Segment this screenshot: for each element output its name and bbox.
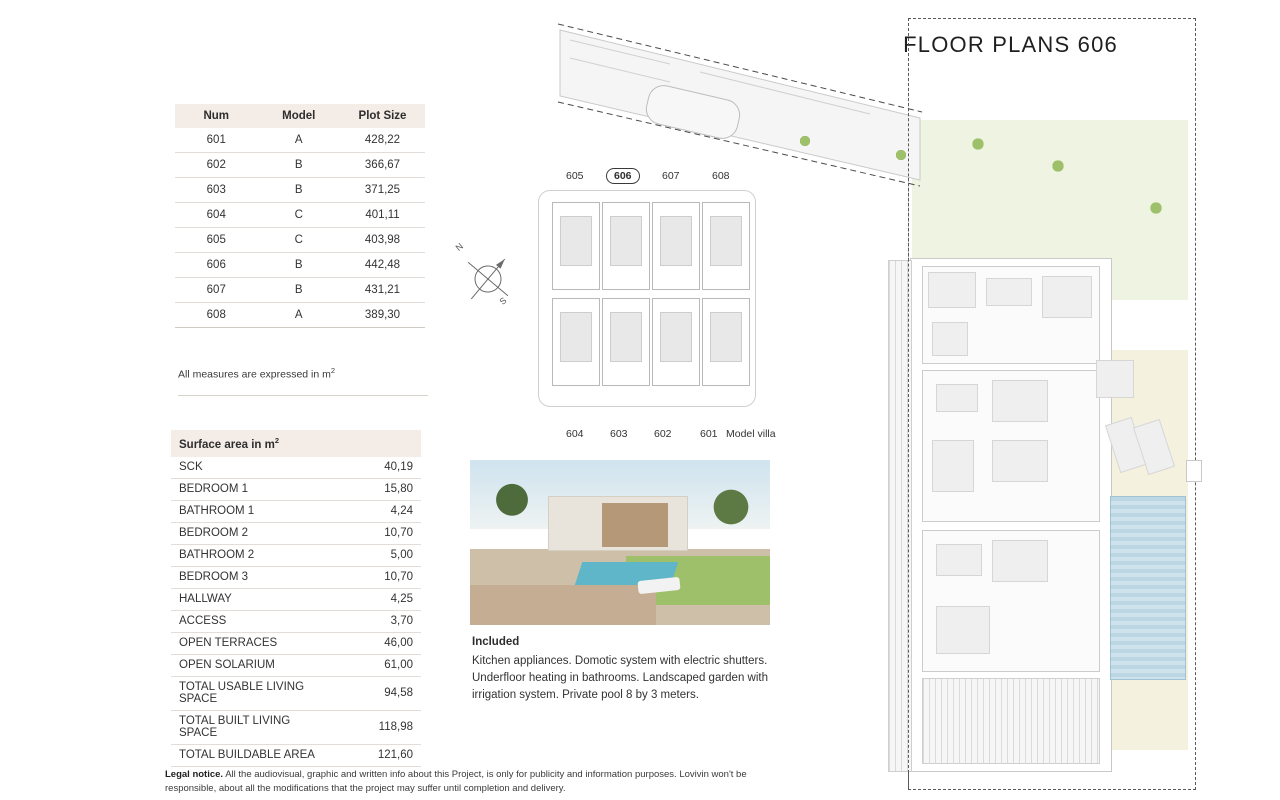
cell-num: 601 <box>175 128 258 153</box>
cell-num: 606 <box>175 253 258 278</box>
surface-label: BEDROOM 3 <box>171 566 335 588</box>
siteplan-label-603: 603 <box>610 428 628 440</box>
surface-label: SCK <box>171 457 335 479</box>
surface-value: 4,24 <box>335 500 421 522</box>
compass-south-label: S <box>497 295 509 307</box>
measures-note-text: All measures are expressed in m <box>178 368 331 381</box>
siteplan-label-607: 607 <box>662 170 680 182</box>
siteplan-label-608: 608 <box>712 170 730 182</box>
column-header-plot-size: Plot Size <box>340 104 425 128</box>
surface-label: BEDROOM 2 <box>171 522 335 544</box>
table-header-row <box>175 104 425 128</box>
surface-label: ACCESS <box>171 610 335 632</box>
surface-label: BEDROOM 1 <box>171 478 335 500</box>
cell-plot: 403,98 <box>340 228 425 253</box>
shrub-icon <box>796 132 814 150</box>
table-row <box>175 303 425 328</box>
siteplan-caption-model-villa: Model villa <box>726 428 776 440</box>
plot-notch <box>1186 460 1202 482</box>
cell-num: 605 <box>175 228 258 253</box>
cell-num: 603 <box>175 178 258 203</box>
shrub-icon <box>1146 198 1166 218</box>
floor-plan-drawing <box>540 10 1240 790</box>
surface-value: 121,60 <box>335 744 421 766</box>
bedroom-bed <box>992 380 1048 422</box>
cell-model: B <box>258 278 341 303</box>
page-title: FLOOR PLANS 606 <box>903 32 1118 57</box>
shrub-icon <box>968 134 988 154</box>
surface-value: 40,19 <box>335 457 421 479</box>
access-terrace <box>922 678 1100 764</box>
table-row <box>171 744 421 766</box>
plot-size-table <box>175 104 425 328</box>
cell-num: 604 <box>175 203 258 228</box>
surface-area-table <box>171 430 421 767</box>
measures-note: All measures are expressed in $m^2$ <box>178 366 428 396</box>
surface-value: 118,98 <box>335 710 421 744</box>
siteplan-label-605: 605 <box>566 170 584 182</box>
table-row <box>171 544 421 566</box>
compass-north-label: N <box>453 241 465 253</box>
cell-model: C <box>258 228 341 253</box>
column-header-num: Num <box>175 104 258 128</box>
surface-label: TOTAL BUILT LIVING SPACE <box>171 710 335 744</box>
surface-value: 10,70 <box>335 522 421 544</box>
table-row <box>175 228 425 253</box>
table-row <box>175 278 425 303</box>
table-row <box>171 654 421 676</box>
table-row <box>171 710 421 744</box>
included-title: Included <box>472 636 520 648</box>
bedroom-bed <box>992 440 1048 482</box>
table-row <box>171 566 421 588</box>
cell-num: 608 <box>175 303 258 328</box>
dining-table <box>986 278 1032 306</box>
surface-value: 94,58 <box>335 676 421 710</box>
kitchen-counter <box>928 272 976 308</box>
surface-value: 4,25 <box>335 588 421 610</box>
surface-value: 46,00 <box>335 632 421 654</box>
cell-plot: 366,67 <box>340 153 425 178</box>
kitchen-appliance <box>932 322 968 356</box>
photo-palm-tree <box>488 480 536 546</box>
table-row <box>171 522 421 544</box>
table-row <box>175 153 425 178</box>
table-row <box>171 478 421 500</box>
cell-num: 607 <box>175 278 258 303</box>
cell-plot: 371,25 <box>340 178 425 203</box>
siteplan-label-606-highlight[interactable]: 606 <box>606 168 640 184</box>
bathroom-fixture <box>936 384 978 412</box>
surface-label: TOTAL BUILDABLE AREA <box>171 744 335 766</box>
legal-notice-text: All the audiovisual, graphic and written info about this Project, is only for publicity and information purposes. Lovivin won't be responsible, about all the modifications that the project may suffer until completion and delivery. <box>165 769 747 794</box>
included-description: Kitchen appliances. Domotic system with electric shutters. Underfloor heating in bathrooms. Landscaped garden with irrigation system. Private pool 8 by 3 meters. <box>472 655 768 701</box>
table-row <box>171 676 421 710</box>
grid-line-left <box>908 18 909 788</box>
table-row <box>175 203 425 228</box>
cell-plot: 389,30 <box>340 303 425 328</box>
surface-area-header: Surface area in $m^2$ <box>171 430 421 457</box>
surface-value: 61,00 <box>335 654 421 676</box>
table-row <box>171 500 421 522</box>
cell-model: C <box>258 203 341 228</box>
surface-label: BATHROOM 1 <box>171 500 335 522</box>
column-header-model: Model <box>258 104 341 128</box>
surface-label: HALLWAY <box>171 588 335 610</box>
table-row <box>175 128 425 153</box>
shrub-icon <box>1048 156 1068 176</box>
siteplan-label-601: 601 <box>700 428 718 440</box>
cell-plot: 431,21 <box>340 278 425 303</box>
surface-value: 5,00 <box>335 544 421 566</box>
cell-model: A <box>258 303 341 328</box>
swimming-pool <box>1110 496 1186 680</box>
table-row <box>175 178 425 203</box>
table-row <box>171 588 421 610</box>
surface-value: 10,70 <box>335 566 421 588</box>
cell-model: B <box>258 253 341 278</box>
legal-notice-label: Legal notice. <box>165 769 224 780</box>
cell-num: 602 <box>175 153 258 178</box>
siteplan-label-604: 604 <box>566 428 584 440</box>
surface-value: 15,80 <box>335 478 421 500</box>
cell-plot: 428,22 <box>340 128 425 153</box>
outdoor-table <box>1096 360 1134 398</box>
table-row <box>171 632 421 654</box>
surface-label: BATHROOM 2 <box>171 544 335 566</box>
surface-label: OPEN TERRACES <box>171 632 335 654</box>
siteplan-label-602: 602 <box>654 428 672 440</box>
bathroom-fixture <box>936 544 982 576</box>
table-row <box>171 610 421 632</box>
surface-value: 3,70 <box>335 610 421 632</box>
storage-unit <box>936 606 990 654</box>
cell-model: B <box>258 178 341 203</box>
cell-model: B <box>258 153 341 178</box>
compass-rose <box>452 238 524 320</box>
living-sofa <box>1042 276 1092 318</box>
cell-model: A <box>258 128 341 153</box>
wardrobe <box>932 440 974 492</box>
surface-label: TOTAL USABLE LIVING SPACE <box>171 676 335 710</box>
table-row <box>171 457 421 479</box>
bedroom-bed <box>992 540 1048 582</box>
table-row <box>175 253 425 278</box>
cell-plot: 442,48 <box>340 253 425 278</box>
cell-plot: 401,11 <box>340 203 425 228</box>
surface-label: OPEN SOLARIUM <box>171 654 335 676</box>
surface-area-header-text: Surface area in m <box>179 438 275 451</box>
